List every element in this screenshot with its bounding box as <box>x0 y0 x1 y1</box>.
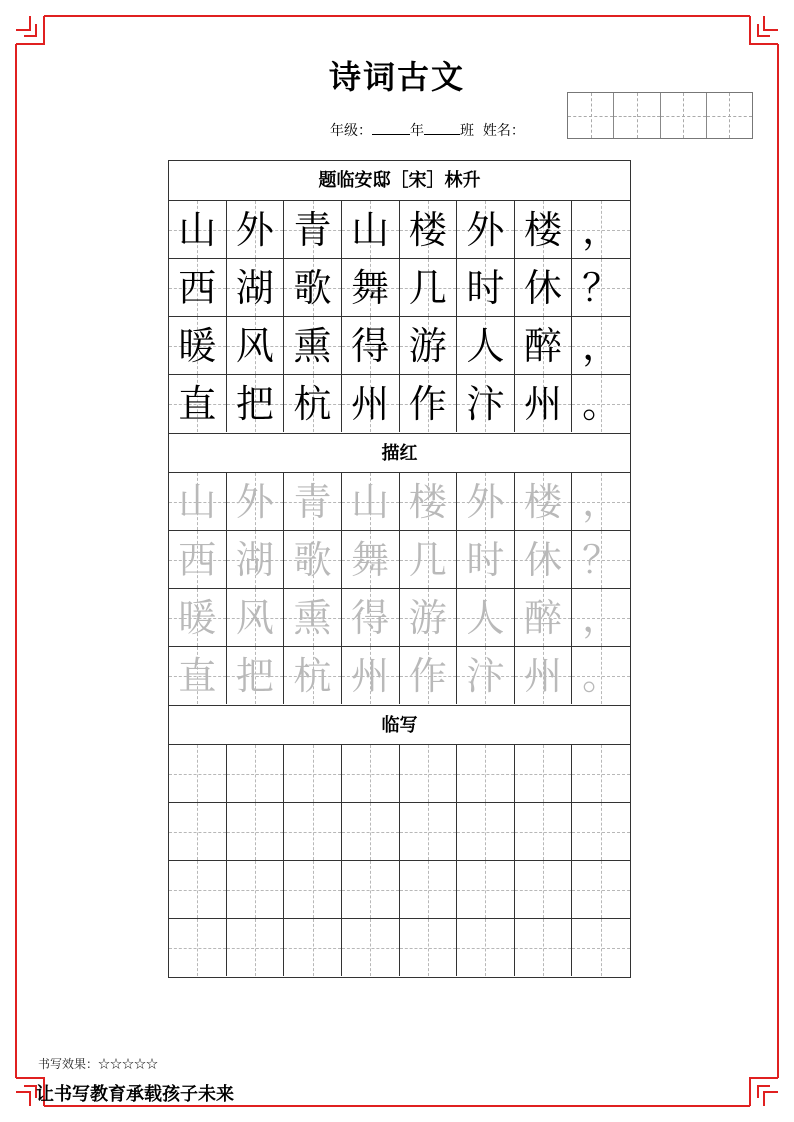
practice-cell[interactable] <box>572 919 630 976</box>
trace-row <box>169 473 630 531</box>
poem-character: 杭 <box>293 381 332 426</box>
trace-cell[interactable] <box>572 589 630 646</box>
poem-character: 山 <box>351 207 390 252</box>
poem-row <box>169 375 630 433</box>
name-box[interactable] <box>707 93 752 138</box>
trace-cell[interactable] <box>227 589 285 646</box>
trace-cell[interactable] <box>227 473 285 530</box>
practice-row <box>169 861 630 919</box>
trace-character: 青 <box>293 479 332 524</box>
trace-character: 。 <box>582 653 621 698</box>
practice-cell[interactable] <box>342 803 400 860</box>
poem-character: 楼 <box>408 207 447 252</box>
trace-character: 州 <box>524 653 563 698</box>
practice-cell[interactable] <box>400 745 458 802</box>
poem-cell <box>227 375 285 432</box>
poem-character: ， <box>582 323 621 368</box>
poem-cell <box>342 259 400 316</box>
poem-cell <box>284 201 342 258</box>
poem-cell <box>169 259 227 316</box>
trace-character: 把 <box>235 653 274 698</box>
poem-character: 外 <box>235 207 274 252</box>
trace-cell[interactable] <box>342 531 400 588</box>
poem-character: 风 <box>235 323 274 368</box>
poem-character: 。 <box>582 381 621 426</box>
poem-grid <box>169 201 630 433</box>
poem-cell <box>457 317 515 374</box>
poem-character: 暖 <box>178 323 217 368</box>
poem-row <box>169 259 630 317</box>
trace-character: 暖 <box>178 595 217 640</box>
poem-character: 作 <box>408 381 447 426</box>
trace-character: 得 <box>351 595 390 640</box>
practice-cell[interactable] <box>227 861 285 918</box>
poem-cell <box>227 201 285 258</box>
trace-character: 湖 <box>235 537 274 582</box>
practice-cell[interactable] <box>169 745 227 802</box>
trace-grid <box>169 473 630 705</box>
trace-character: 楼 <box>408 479 447 524</box>
trace-character: 醉 <box>524 595 563 640</box>
poem-cell <box>515 375 573 432</box>
trace-cell[interactable] <box>457 531 515 588</box>
practice-row <box>169 803 630 861</box>
practice-cell[interactable] <box>400 803 458 860</box>
trace-cell[interactable] <box>457 647 515 704</box>
poem-character: 州 <box>524 381 563 426</box>
poem-cell <box>572 259 630 316</box>
poem-character: ？ <box>582 265 621 310</box>
practice-cell[interactable] <box>457 745 515 802</box>
trace-cell[interactable] <box>342 647 400 704</box>
poem-character: 州 <box>351 381 390 426</box>
poem-character: 游 <box>408 323 447 368</box>
trace-cell[interactable] <box>400 473 458 530</box>
trace-cell[interactable] <box>284 531 342 588</box>
poem-cell <box>284 375 342 432</box>
trace-character: 西 <box>178 537 217 582</box>
poem-cell <box>342 201 400 258</box>
poem-cell <box>400 259 458 316</box>
practice-cell[interactable] <box>400 861 458 918</box>
practice-cell[interactable] <box>342 861 400 918</box>
trace-character: ， <box>582 595 621 640</box>
poem-cell <box>515 317 573 374</box>
practice-cell[interactable] <box>284 745 342 802</box>
trace-cell[interactable] <box>169 647 227 704</box>
poem-row <box>169 317 630 375</box>
poem-cell <box>342 317 400 374</box>
poem-cell <box>457 259 515 316</box>
practice-cell[interactable] <box>169 803 227 860</box>
poem-character: 直 <box>178 381 217 426</box>
grade-blank[interactable] <box>372 120 410 135</box>
trace-cell[interactable] <box>227 647 285 704</box>
trace-character: 州 <box>351 653 390 698</box>
trace-character: 杭 <box>293 653 332 698</box>
poem-cell <box>515 201 573 258</box>
trace-cell[interactable] <box>400 647 458 704</box>
practice-cell[interactable] <box>284 803 342 860</box>
trace-character: 风 <box>235 595 274 640</box>
practice-cell[interactable] <box>400 919 458 976</box>
poem-cell <box>572 201 630 258</box>
poem-character: 休 <box>524 265 563 310</box>
poem-character: 汴 <box>466 381 505 426</box>
trace-cell[interactable] <box>515 589 573 646</box>
practice-cell[interactable] <box>284 861 342 918</box>
practice-cell[interactable] <box>457 861 515 918</box>
practice-cell[interactable] <box>515 861 573 918</box>
trace-character: ， <box>582 479 621 524</box>
trace-cell[interactable] <box>457 589 515 646</box>
trace-character: 楼 <box>524 479 563 524</box>
trace-cell[interactable] <box>169 473 227 530</box>
poem-cell <box>342 375 400 432</box>
class-blank[interactable] <box>424 120 460 135</box>
trace-character: 歌 <box>293 537 332 582</box>
page-title: 诗词古文 <box>328 58 465 96</box>
trace-character: 人 <box>466 595 505 640</box>
trace-cell[interactable] <box>169 531 227 588</box>
poem-character: 外 <box>466 207 505 252</box>
poem-character: 几 <box>408 265 447 310</box>
poem-cell <box>400 375 458 432</box>
poem-cell <box>400 201 458 258</box>
practice-heading: 临写 <box>169 705 630 745</box>
poem-cell <box>169 375 227 432</box>
poem-character: 人 <box>466 323 505 368</box>
year-label: 年 <box>410 123 424 139</box>
poem-cell <box>515 259 573 316</box>
poem-character: 醉 <box>524 323 563 368</box>
practice-cell[interactable] <box>515 745 573 802</box>
poem-character: 山 <box>178 207 217 252</box>
trace-cell[interactable] <box>515 473 573 530</box>
trace-character: 山 <box>351 479 390 524</box>
poem-character: 熏 <box>293 323 332 368</box>
poem-character: 湖 <box>235 265 274 310</box>
trace-character: 时 <box>466 537 505 582</box>
trace-character: 作 <box>408 653 447 698</box>
poem-character: 楼 <box>524 207 563 252</box>
poem-character: 舞 <box>351 265 390 310</box>
poem-cell <box>457 375 515 432</box>
trace-cell[interactable] <box>515 531 573 588</box>
trace-character: ？ <box>582 537 621 582</box>
practice-cell[interactable] <box>284 919 342 976</box>
practice-cell[interactable] <box>169 861 227 918</box>
name-writing-boxes[interactable] <box>567 92 753 139</box>
poem-cell <box>284 317 342 374</box>
trace-cell[interactable] <box>572 531 630 588</box>
trace-cell[interactable] <box>400 589 458 646</box>
trace-character: 熏 <box>293 595 332 640</box>
practice-cell[interactable] <box>515 919 573 976</box>
practice-cell[interactable] <box>572 745 630 802</box>
student-info-line <box>330 120 525 140</box>
class-label: 班 <box>460 123 474 139</box>
trace-cell[interactable] <box>572 647 630 704</box>
trace-cell[interactable] <box>457 473 515 530</box>
trace-character: 舞 <box>351 537 390 582</box>
trace-cell[interactable] <box>284 589 342 646</box>
poem-cell <box>400 317 458 374</box>
trace-cell[interactable] <box>400 531 458 588</box>
practice-cell[interactable] <box>342 919 400 976</box>
grade-label: 年级： <box>330 123 372 139</box>
trace-character: 山 <box>178 479 217 524</box>
poem-character: 青 <box>293 207 332 252</box>
trace-cell[interactable] <box>572 473 630 530</box>
poem-cell <box>169 317 227 374</box>
trace-row <box>169 531 630 589</box>
trace-cell[interactable] <box>227 531 285 588</box>
trace-cell[interactable] <box>342 473 400 530</box>
name-box[interactable] <box>661 93 707 138</box>
trace-character: 几 <box>408 537 447 582</box>
poem-character: 时 <box>466 265 505 310</box>
poem-cell <box>169 201 227 258</box>
poem-row <box>169 201 630 259</box>
trace-cell[interactable] <box>284 473 342 530</box>
poem-heading: 题临安邸［宋］林升 <box>169 161 630 201</box>
practice-grid <box>169 745 630 977</box>
practice-cell[interactable] <box>227 745 285 802</box>
practice-cell[interactable] <box>572 861 630 918</box>
trace-character: 汴 <box>466 653 505 698</box>
trace-heading: 描红 <box>169 433 630 473</box>
poem-cell <box>457 201 515 258</box>
poem-character: 把 <box>235 381 274 426</box>
name-box[interactable] <box>568 93 614 138</box>
name-label: 姓名： <box>482 123 525 139</box>
practice-cell[interactable] <box>457 803 515 860</box>
practice-sheet <box>168 160 631 978</box>
trace-cell[interactable] <box>169 589 227 646</box>
poem-character: 得 <box>351 323 390 368</box>
poem-character: 歌 <box>293 265 332 310</box>
practice-cell[interactable] <box>342 745 400 802</box>
trace-character: 游 <box>408 595 447 640</box>
trace-character: 外 <box>466 479 505 524</box>
practice-cell[interactable] <box>457 919 515 976</box>
trace-character: 休 <box>524 537 563 582</box>
poem-cell <box>227 317 285 374</box>
footer-slogan: 让书写教育承载孩子未来 <box>36 1084 234 1105</box>
poem-character: ， <box>582 207 621 252</box>
practice-cell[interactable] <box>227 919 285 976</box>
trace-cell[interactable] <box>342 589 400 646</box>
trace-cell[interactable] <box>515 647 573 704</box>
practice-cell[interactable] <box>515 803 573 860</box>
trace-row <box>169 647 630 705</box>
practice-cell[interactable] <box>169 919 227 976</box>
trace-cell[interactable] <box>284 647 342 704</box>
poem-cell <box>572 375 630 432</box>
trace-character: 直 <box>178 653 217 698</box>
name-box[interactable] <box>614 93 660 138</box>
writing-rating: 书写效果：☆☆☆☆☆ <box>38 1057 159 1071</box>
poem-cell <box>227 259 285 316</box>
trace-row <box>169 589 630 647</box>
poem-cell <box>284 259 342 316</box>
trace-character: 外 <box>235 479 274 524</box>
practice-row <box>169 919 630 977</box>
practice-cell[interactable] <box>227 803 285 860</box>
practice-row <box>169 745 630 803</box>
practice-cell[interactable] <box>572 803 630 860</box>
poem-cell <box>572 317 630 374</box>
poem-character: 西 <box>178 265 217 310</box>
